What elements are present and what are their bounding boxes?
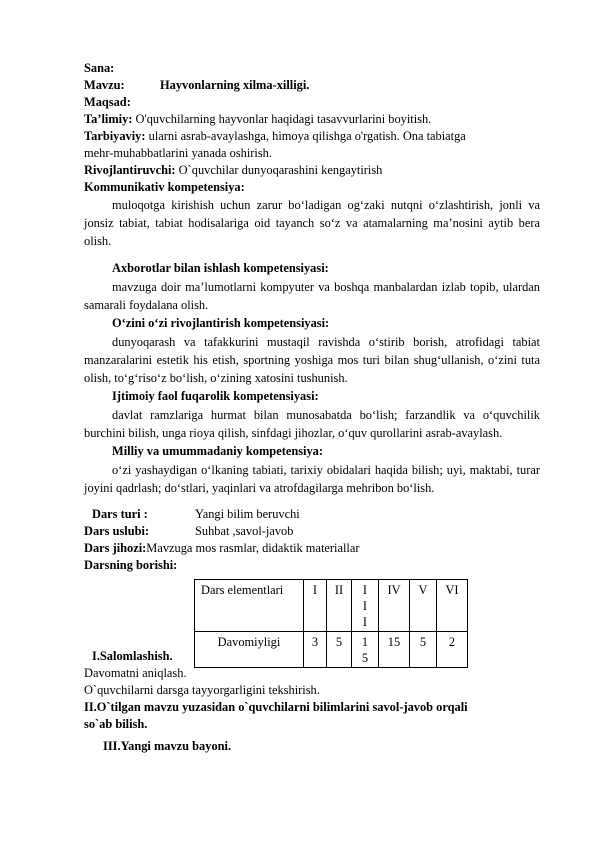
table-cell: 2 bbox=[437, 632, 468, 668]
mavzu-label: Mavzu: bbox=[84, 78, 125, 92]
mavzu-line bbox=[84, 77, 538, 94]
ozini-title: O‘zini o‘zi rivojlantirish kompetensiyasi: bbox=[112, 316, 330, 330]
kommunikativ-text: muloqotga kirishish uchun zarur bo‘ladigan og‘zaki nutqni o‘zlashtirish, jonli va jonsiz tabiat, tabiat hodisalariga oid tayanch so‘z va atamalarning ma’nosini aytib bera olish. bbox=[84, 198, 540, 248]
dars-uslubi-value: Suhbat ,savol-javob bbox=[195, 524, 294, 538]
talimiy-line bbox=[84, 111, 538, 128]
axborot-text: mavzuga doir ma’lumotlarni kompyuter va boshqa manbalardan izlab topib, ulardan samarali foydalana olish. bbox=[84, 280, 540, 312]
dars-turi-label: Dars turi : bbox=[92, 507, 148, 521]
dars-turi-value: Yangi bilim beruvchi bbox=[195, 507, 300, 521]
tarbiyaviy-label: Tarbiyaviy: bbox=[84, 129, 146, 143]
tarbiyaviy-text-2: mehr-muhabbatlarini yanada oshirish. bbox=[84, 146, 272, 160]
maqsad-label: Maqsad: bbox=[84, 95, 131, 109]
step-1-line-1: Davomatni aniqlash. bbox=[84, 666, 187, 680]
darsning-borishi-label: Darsning borishi: bbox=[84, 558, 178, 572]
milliy-text: o‘zi yashaydigan o‘lkaning tabiati, tarixiy obidalari haqida bilish; uyi, maktabi, turar joyini qadrlash; do‘stlari, yaqinlari va atrofdagilarga mehribon bo‘lish. bbox=[84, 463, 540, 495]
kommunikativ-title: Kommunikativ kompetensiya: bbox=[84, 180, 245, 194]
ijtimoiy-text: davlat ramzlariga hurmat bilan munosabatda bo‘lish; farzandlik va o‘quvchilik burchini bilish, unga rioya qilish, sinfdagi jihozlar, o‘quv qurollarini asrab-avaylash. bbox=[84, 408, 540, 440]
axborot-title: Axborotlar bilan ishlash kompetensiyasi: bbox=[112, 261, 329, 275]
table-cell-text: III bbox=[362, 583, 368, 629]
dars-jihozi-value: Mavzuga mos rasmlar, didaktik materiallar bbox=[146, 541, 360, 555]
step-2-title-line-1: II.O`tilgan mavzu yuzasidan o`quvchilarni bilimlarini savol-javob orqali bbox=[84, 700, 468, 714]
table-cell-text: 15 bbox=[361, 635, 369, 665]
mavzu-value: Hayvonlarning xilma-xilligi. bbox=[160, 78, 310, 92]
rivoj-line bbox=[84, 162, 538, 179]
dars-jihozi-line bbox=[84, 540, 538, 557]
table-row bbox=[195, 580, 468, 632]
table-cell: II bbox=[327, 580, 352, 632]
sana-label: Sana: bbox=[84, 61, 115, 75]
table-cell: 5 bbox=[410, 632, 437, 668]
table-cell: I bbox=[304, 580, 327, 632]
table-row-label: Dars elementlari bbox=[195, 580, 304, 632]
dars-turi-line bbox=[92, 506, 538, 523]
step-1-title: I.Salomlashish. bbox=[92, 649, 173, 663]
ijtimoiy-title: Ijtimoiy faol fuqarolik kompetensiyasi: bbox=[112, 389, 319, 403]
dars-uslubi-label: Dars uslubi: bbox=[84, 524, 150, 538]
table-cell: VI bbox=[437, 580, 468, 632]
table-cell: 15 bbox=[379, 632, 410, 668]
table-cell: 5 bbox=[327, 632, 352, 668]
table-cell: IV bbox=[379, 580, 410, 632]
step-2-title-line-2: so`ab bilish. bbox=[84, 717, 148, 731]
dars-jihozi-label: Dars jihozi: bbox=[84, 541, 147, 555]
talimiy-text: O'quvchilarning hayvonlar haqidagi tasavvurlarini boyitish. bbox=[135, 112, 432, 126]
rivoj-text: O`quvchilar dunyoqarashini kengaytirish bbox=[178, 163, 383, 177]
dars-uslubi-line bbox=[84, 523, 538, 540]
table-cell: 3 bbox=[304, 632, 327, 668]
table-row-label: Davomiyligi bbox=[195, 632, 304, 668]
talimiy-label: Ta’limiy: bbox=[84, 112, 133, 126]
tarbiyaviy-text-1: ularni asrab-avaylashga, himoya qilishga o'rgatish. Ona tabiatga bbox=[148, 129, 466, 143]
table-cell: V bbox=[410, 580, 437, 632]
step-3-title: III.Yangi mavzu bayoni. bbox=[103, 739, 232, 753]
tarbiyaviy-line bbox=[84, 128, 538, 145]
rivoj-label: Rivojlantiruvchi: bbox=[84, 163, 176, 177]
table-cell bbox=[352, 580, 379, 632]
milliy-title: Milliy va umummadaniy kompetensiya: bbox=[112, 444, 323, 458]
step-1-line-2: O`quvchilarni darsga tayyorgarligini tekshirish. bbox=[84, 683, 320, 697]
ozini-text: dunyoqarash va tafakkurini mustaqil ravishda o‘stirib borish, atrofidagi tabiat manzaralarini estetik his etish, sportning yoshiga mos turi bilan shug‘ullanish, o‘zini tuta olish, to‘g‘riso‘z bo‘lish, o‘zining xatosini tushunish. bbox=[84, 335, 540, 385]
